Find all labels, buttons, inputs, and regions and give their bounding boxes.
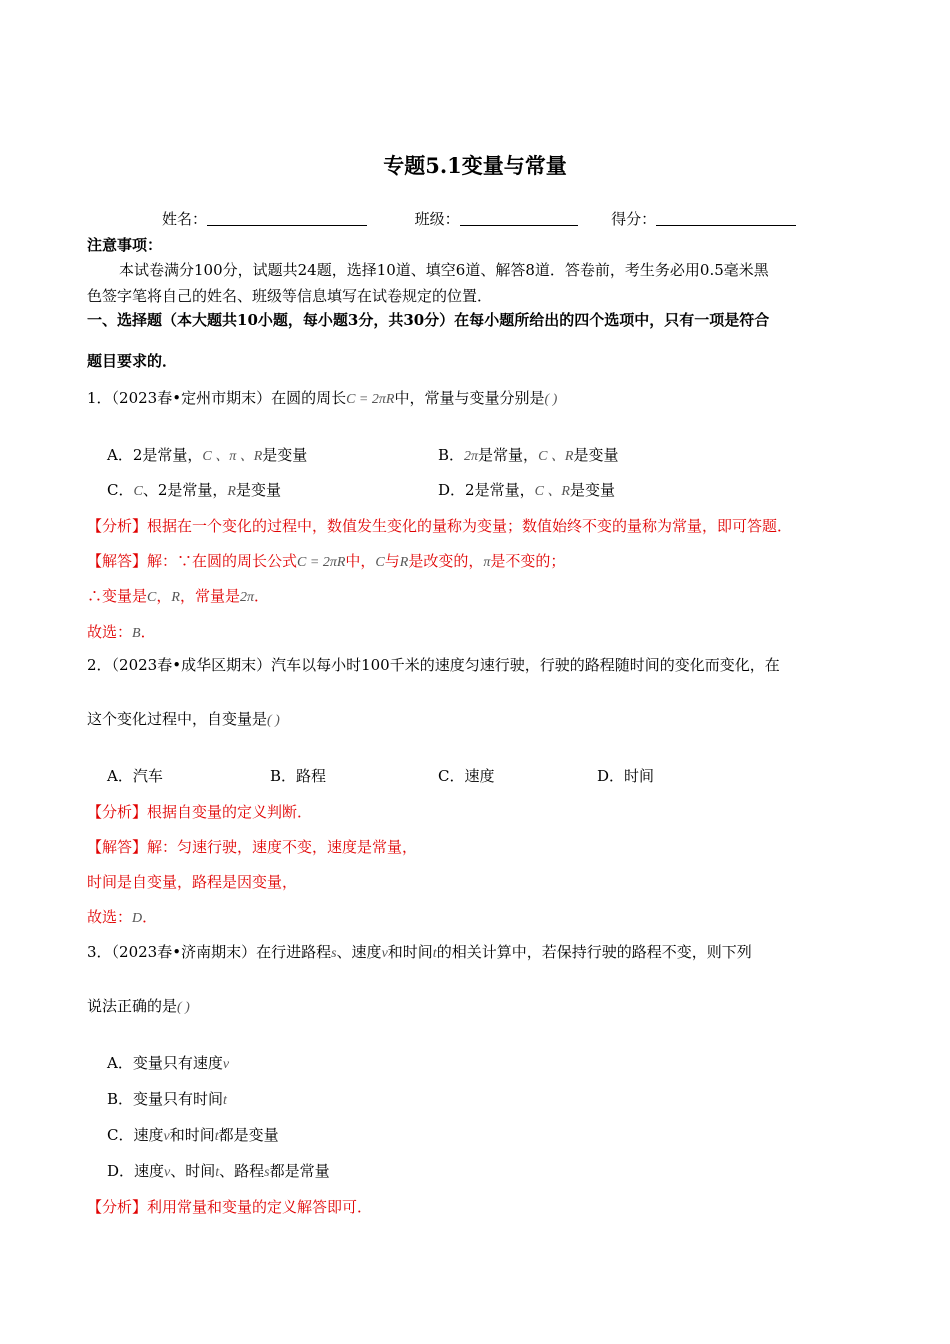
math-var: t xyxy=(215,1165,220,1180)
option-c[interactable] xyxy=(107,480,281,502)
option-a[interactable] xyxy=(107,445,307,467)
math-var: t xyxy=(432,946,437,961)
option-text: 是变量 xyxy=(262,446,308,464)
solution-text: ∴变量是 xyxy=(87,587,148,605)
math-var: t xyxy=(214,1129,219,1144)
solution-text: 解：∵在圆的周长公式 xyxy=(147,552,298,570)
option-text: A．变量只有速度 xyxy=(107,1054,223,1072)
option-label: B． xyxy=(438,446,465,464)
question-text: 在圆的周长 xyxy=(271,389,347,407)
solution xyxy=(87,837,417,857)
choice-value: B xyxy=(132,626,141,641)
option-math: C 、π 、R xyxy=(202,449,263,464)
solution-text: 是改变的， xyxy=(408,552,484,570)
section-heading-line-2: 题目要求的． xyxy=(87,352,178,370)
question-text: 和时间 xyxy=(387,943,433,961)
question-1 xyxy=(87,388,557,410)
class-label: 班级： xyxy=(414,210,460,228)
option-d[interactable]: D．时间 xyxy=(597,767,655,785)
option-text: B．变量只有时间 xyxy=(107,1090,224,1108)
option-math: 2π xyxy=(464,449,479,464)
solution-text: 是不变的； xyxy=(490,552,566,570)
score-blank[interactable] xyxy=(656,211,796,226)
final-choice xyxy=(87,907,157,929)
option-text: D．速度 xyxy=(107,1162,165,1180)
option-d[interactable] xyxy=(107,1161,330,1183)
math-var: v xyxy=(222,1057,230,1072)
option-text: 是变量 xyxy=(569,481,615,499)
option-text: 是常量， xyxy=(478,446,539,464)
option-text: 和时间 xyxy=(169,1126,215,1144)
notice-heading: 注意事项： xyxy=(87,236,163,254)
option-a[interactable] xyxy=(107,1053,229,1075)
solution-line-2 xyxy=(87,586,269,608)
math-var: v xyxy=(163,1129,170,1144)
math-var: s xyxy=(264,1165,270,1180)
analysis xyxy=(87,516,792,536)
question-2-line-2 xyxy=(87,709,280,731)
question-3 xyxy=(87,942,752,964)
math-var: v xyxy=(381,946,388,961)
question-source: （2023春•济南期末） xyxy=(111,943,257,961)
question-3-line-2 xyxy=(87,996,190,1018)
final-choice xyxy=(87,622,156,644)
notice-line-2: 色签字笔将自己的姓名、班级等信息填写在试卷规定的位置． xyxy=(87,287,493,305)
option-math: R xyxy=(227,484,236,499)
answer-paren: ( ) xyxy=(177,1000,190,1015)
option-text: C．速度 xyxy=(107,1126,164,1144)
page-title: 专题5.1变量与常量 xyxy=(383,153,567,178)
analysis-tag: 【分析】 xyxy=(87,1198,148,1216)
question-2 xyxy=(87,655,780,675)
option-text: 、时间 xyxy=(170,1162,216,1180)
choice-end: ． xyxy=(140,623,156,641)
choice-value: D xyxy=(132,911,143,926)
analysis-text: 根据在一个变化的过程中，数值发生变化的量称为变量；数值始终不变的量称为常量，即可答题． xyxy=(147,517,793,535)
question-text: 说法正确的是 xyxy=(87,997,178,1015)
score-label: 得分： xyxy=(611,210,657,228)
question-text: 这个变化过程中，自变量是 xyxy=(87,710,268,728)
solution xyxy=(87,551,565,573)
solution-tag: 【解答】 xyxy=(87,552,148,570)
question-source: （2023春•定州市期末） xyxy=(111,389,272,407)
formula: C = 2πR xyxy=(297,555,346,570)
option-label: D． xyxy=(438,481,466,499)
name-label: 姓名： xyxy=(162,210,208,228)
option-a[interactable]: A．汽车 xyxy=(107,767,163,785)
question-text: 的相关计算中，若保持行驶的路程不变，则下列 xyxy=(436,943,752,961)
analysis xyxy=(87,802,312,822)
question-source: （2023春•成华区期末） xyxy=(111,656,272,674)
option-text: 都是变量 xyxy=(218,1126,279,1144)
choice-label: 故选： xyxy=(87,908,133,926)
solution-line-2: 时间是自变量，路程是因变量， xyxy=(87,873,298,891)
question-number: 3． xyxy=(87,943,112,961)
math-var: C xyxy=(147,590,157,605)
math-var: s xyxy=(331,946,337,961)
option-b[interactable]: B．路程 xyxy=(270,767,327,785)
option-c[interactable]: C．速度 xyxy=(438,767,495,785)
option-label: A． xyxy=(107,446,133,464)
option-label: C． xyxy=(107,481,134,499)
option-text: 都是常量 xyxy=(269,1162,330,1180)
math-var: R xyxy=(171,590,180,605)
student-info-row xyxy=(162,209,796,229)
name-blank[interactable] xyxy=(207,211,367,226)
section-heading-line-1: 一、选择题（本大题共10小题，每小题3分，共30分）在每小题所给出的四个选项中，只有一项是符合 xyxy=(87,311,770,329)
solution-text: ，常量是 xyxy=(179,587,240,605)
math-var: π xyxy=(483,555,491,570)
question-text: 中，常量与变量分别是 xyxy=(394,389,545,407)
solution-text: 与 xyxy=(384,552,400,570)
solution-text: 中， xyxy=(345,552,376,570)
question-number: 1． xyxy=(87,389,112,407)
question-text: 汽车以每小时100千米的速度匀速行驶，行驶的路程随时间的变化而变化，在 xyxy=(271,656,780,674)
solution-tag: 【解答】 xyxy=(87,838,148,856)
choice-end: ． xyxy=(142,908,158,926)
question-text: 、速度 xyxy=(336,943,382,961)
analysis-text: 利用常量和变量的定义解答即可． xyxy=(147,1198,373,1216)
notice-line-1: 本试卷满分100分，试题共24题，选择10道、填空6道、解答8道．答卷前，考生务必用0.5毫米黑 xyxy=(119,261,769,279)
solution-text: ， xyxy=(156,587,172,605)
question-text: 在行进路程 xyxy=(256,943,332,961)
analysis-tag: 【分析】 xyxy=(87,517,148,535)
option-math: C 、R xyxy=(534,484,570,499)
option-b[interactable] xyxy=(438,445,618,467)
solution-text: 解：匀速行驶，速度不变，速度是常量， xyxy=(147,838,418,856)
option-c[interactable] xyxy=(107,1125,279,1147)
analysis-tag: 【分析】 xyxy=(87,803,148,821)
option-text: 2是常量， xyxy=(132,446,203,464)
answer-paren: ( ) xyxy=(544,392,558,407)
class-blank[interactable] xyxy=(460,211,578,226)
math-var: t xyxy=(223,1093,227,1108)
option-math: C xyxy=(133,484,143,499)
solution-text: ． xyxy=(253,587,269,605)
option-math: C 、R xyxy=(538,449,574,464)
option-text: 、2是常量， xyxy=(142,481,228,499)
answer-paren: ( ) xyxy=(267,713,280,728)
option-text: 是变量 xyxy=(573,446,619,464)
question-number: 2． xyxy=(87,656,112,674)
math-var: R xyxy=(399,555,409,570)
analysis-text: 根据自变量的定义判断． xyxy=(147,803,313,821)
math-var: v xyxy=(164,1165,171,1180)
option-text: 2是常量， xyxy=(465,481,535,499)
option-text: 、路程 xyxy=(219,1162,265,1180)
choice-label: 故选： xyxy=(87,623,133,641)
analysis xyxy=(87,1197,372,1217)
math-var: C xyxy=(375,555,385,570)
option-b[interactable] xyxy=(107,1089,227,1111)
option-d[interactable] xyxy=(438,480,615,502)
math-var: 2π xyxy=(239,590,254,605)
formula: C = 2πR xyxy=(346,392,395,407)
option-text: 是变量 xyxy=(235,481,281,499)
